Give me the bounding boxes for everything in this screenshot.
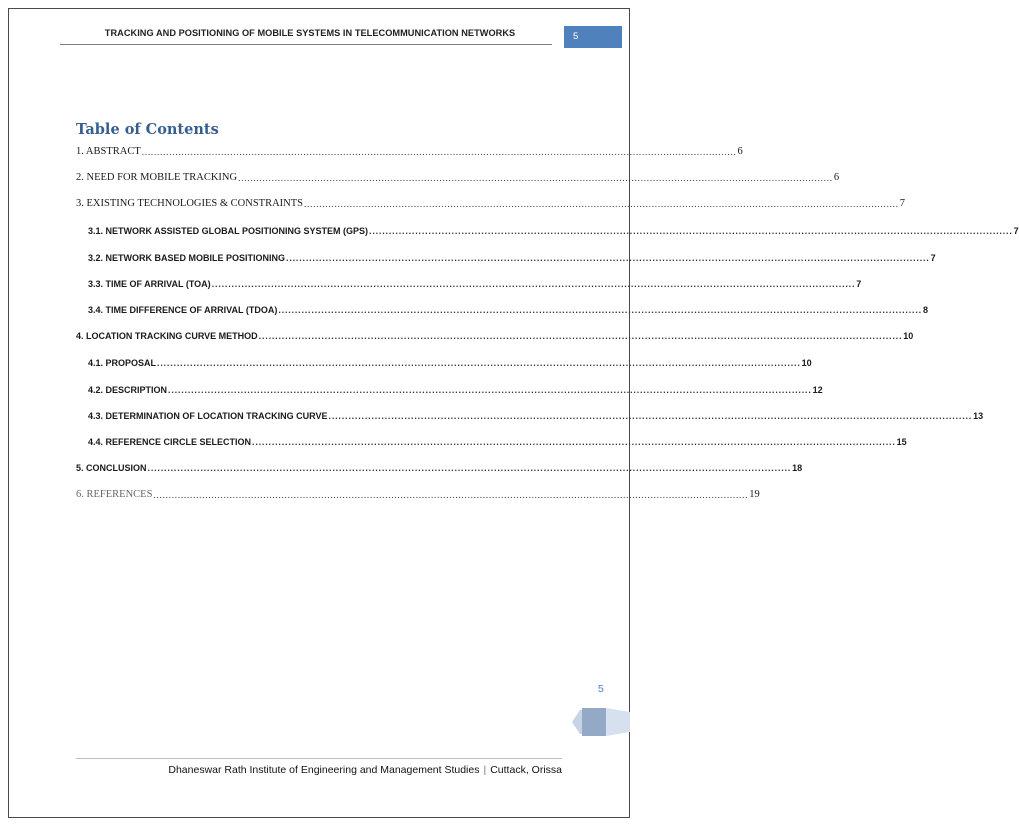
toc-leader-dots: ................................................................................................................................................................................................... [238, 173, 833, 183]
toc-leader-dots: ................................................................................................................................................................................................... [141, 147, 737, 157]
toc-entry-label: 3.1. NETWORK ASSISTED GLOBAL POSITIONING SYSTEM (GPS) [88, 226, 369, 236]
toc-leader-dots: ................................................................................................................................................................................................... [252, 437, 896, 447]
toc-entry-reference-circle-selection[interactable] [88, 433, 907, 447]
toc-leader-dots: ................................................................................................................................................................................................... [369, 226, 1013, 236]
toc-entry-references[interactable] [76, 486, 760, 500]
toc-entry-page: 13 [973, 411, 984, 421]
side-page-number: 5 [598, 683, 604, 695]
header-page-badge: 5 [564, 26, 622, 48]
toc-entry-description[interactable] [88, 381, 823, 395]
toc-leader-dots: ................................................................................................................................................................................................... [147, 463, 792, 473]
toc-entry-label: 6. REFERENCES [76, 489, 153, 500]
toc-entry-label: 3. EXISTING TECHNOLOGIES & CONSTRAINTS [76, 198, 304, 209]
toc-leader-dots: ................................................................................................................................................................................................... [278, 305, 922, 315]
toc-entry-label: 3.3. TIME OF ARRIVAL (TOA) [88, 279, 211, 289]
toc-entry-page: 7 [930, 253, 936, 263]
toc-entry-page: 7 [856, 279, 862, 289]
toc-entry-page: 7 [899, 198, 906, 209]
toc-entry-page: 19 [749, 489, 760, 500]
toc-entry-label: 3.4. TIME DIFFERENCE OF ARRIVAL (TDOA) [88, 305, 278, 315]
toc-entry-page: 6 [737, 146, 743, 157]
footer-location: Cuttack, Orissa [490, 764, 562, 776]
toc-entry-page: 6 [833, 172, 840, 183]
toc-entry-page: 15 [896, 437, 907, 447]
toc-entry-network-based-positioning[interactable] [88, 249, 936, 263]
toc-entry-existing-technologies[interactable] [76, 195, 906, 209]
toc-entry-proposal[interactable] [88, 354, 812, 368]
toc-leader-dots: ................................................................................................................................................................................................... [328, 411, 973, 421]
toc-leader-dots: ................................................................................................................................................................................................... [153, 490, 749, 500]
toc-entry-location-tracking-curve-method[interactable] [76, 327, 914, 341]
toc-entry-label: 4. LOCATION TRACKING CURVE METHOD [76, 331, 258, 341]
footer-institute: Dhaneswar Rath Institute of Engineering and Management Studies [168, 764, 480, 776]
decorative-tab-shape [572, 706, 630, 738]
toc-entry-page: 8 [922, 305, 928, 315]
toc-entry-page: 10 [801, 358, 812, 368]
footer-rule [76, 758, 562, 759]
toc-entry-label: 1. ABSTRACT [76, 146, 141, 157]
toc-entry-need-for-mobile-tracking[interactable] [76, 169, 840, 183]
toc-entry-page: 12 [812, 385, 823, 395]
toc-entry-label: 2. NEED FOR MOBILE TRACKING [76, 172, 238, 183]
page-header [60, 22, 630, 44]
toc-entry-label: 3.2. NETWORK BASED MOBILE POSITIONING [88, 253, 286, 263]
toc-entry-page: 18 [792, 463, 803, 473]
toc-entry-tdoa[interactable] [88, 301, 928, 315]
toc-entry-conclusion[interactable] [76, 459, 803, 473]
toc-entry-label: 4.2. DESCRIPTION [88, 385, 168, 395]
page-footer [76, 764, 562, 776]
toc-entry-toa[interactable] [88, 275, 862, 289]
toc-title: Table of Contents [76, 121, 219, 138]
toc-entry-gps[interactable] [88, 222, 1019, 236]
toc-leader-dots: ................................................................................................................................................................................................... [286, 253, 930, 263]
toc-leader-dots: ................................................................................................................................................................................................... [157, 358, 801, 368]
toc-leader-dots: ................................................................................................................................................................................................... [258, 331, 903, 341]
toc-entry-label: 4.3. DETERMINATION OF LOCATION TRACKING CURVE [88, 411, 328, 421]
toc-entry-label: 4.4. REFERENCE CIRCLE SELECTION [88, 437, 252, 447]
toc-entry-label: 4.1. PROPOSAL [88, 358, 157, 368]
toc-entry-page: 10 [903, 331, 914, 341]
toc-leader-dots: ................................................................................................................................................................................................... [304, 199, 899, 209]
toc-entry-determination-of-curve[interactable] [88, 407, 984, 421]
toc-leader-dots: ................................................................................................................................................................................................... [211, 279, 856, 289]
footer-separator: | [483, 764, 487, 776]
header-title: TRACKING AND POSITIONING OF MOBILE SYSTEMS IN TELECOMMUNICATION NETWORKS [104, 28, 516, 38]
toc-entry-abstract[interactable] [76, 143, 743, 157]
toc-entry-page: 7 [1013, 226, 1019, 236]
header-rule [60, 44, 552, 45]
toc-leader-dots: ................................................................................................................................................................................................... [168, 385, 812, 395]
toc-entry-label: 5. CONCLUSION [76, 463, 147, 473]
